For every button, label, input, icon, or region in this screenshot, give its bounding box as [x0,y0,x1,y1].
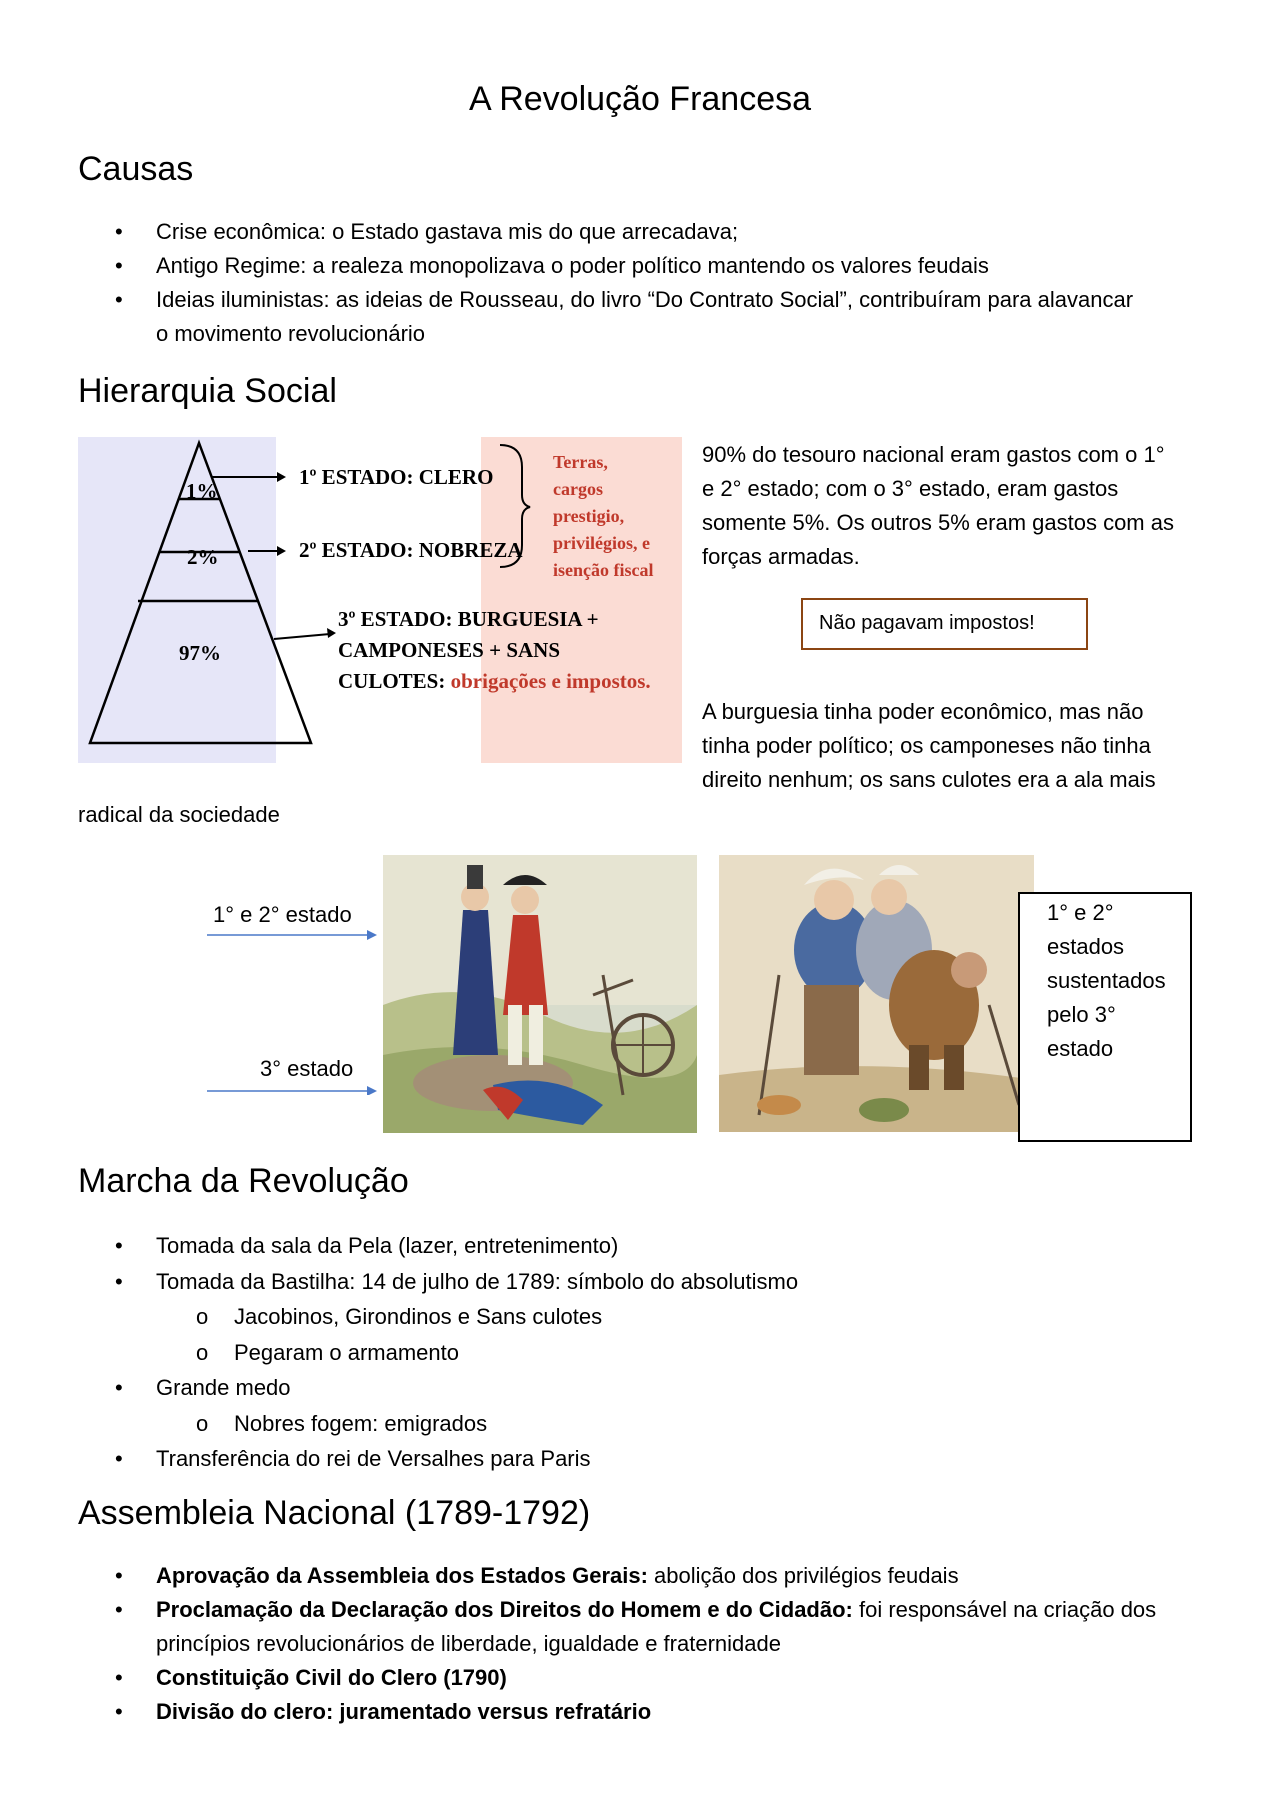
list-item: • Proclamação da Declaração dos Direitos do Homem e do Cidadão: foi responsável na criação dos princípios revolucionários de liberdade, igualdade e fraternidade [78,1593,1228,1661]
caricature-image-1 [383,855,697,1133]
label-arrows [205,925,385,1095]
caricature-image-2 [719,855,1034,1132]
sustentados-box: 1° e 2° estados sustentados pelo 3° estado [1018,892,1192,1142]
label-nobreza: 2º ESTADO: NOBREZA [299,538,523,562]
list-item-continuation: o movimento revolucionário [156,321,426,346]
pct-nobreza: 2% [187,545,219,569]
assembleia-heading: Assembleia Nacional (1789-1792) [78,1494,591,1532]
label-terceiro-estado: 3° estado [260,1056,354,1081]
page-title: A Revolução Francesa [468,80,812,118]
burguesia-paragraph-end: radical da sociedade [78,802,280,827]
social-pyramid-diagram [78,437,682,763]
sub-list-item: o Pegaram o armamento [78,1335,1228,1371]
list-item: • Grande medo [78,1370,1228,1406]
list-item: • Tomada da Bastilha: 14 de julho de 1789: símbolo do absolutismo [78,1264,1228,1300]
list-item: • Crise econômica: o Estado gastava mis do que arrecadava; [78,215,1228,249]
tesouro-paragraph: 90% do tesouro nacional eram gastos com o 1° e 2° estado; com o 3° estado, eram gastos somente 5%. Os outros 5% eram gastos com as forças armadas. [702,442,1174,569]
causas-heading: Causas [78,150,194,188]
list-item: • Aprovação da Assembleia dos Estados Gerais: abolição dos privilégios feudais [78,1559,1228,1593]
hierarquia-heading: Hierarquia Social [78,372,337,410]
arrow-terceiro [274,634,330,639]
pct-clero: 1% [186,479,218,503]
pct-terceiro: 97% [179,641,221,665]
causas-list [78,215,1228,351]
burguesia-paragraph: A burguesia tinha poder econômico, mas não tinha poder político; os camponeses não tinha direito nenhum; os sans culotes era a ala mais [702,699,1156,792]
list-item: • Ideias iluministas: as ideias de Rousseau, do livro “Do Contrato Social”, contribuíram para alavancar [78,283,1228,317]
marcha-heading: Marcha da Revolução [78,1162,409,1200]
assembleia-list [78,1559,1228,1729]
label-terceiro: 3º ESTADO: BURGUESIA + CAMPONESES + SANS CULOTES: obrigações e impostos. [338,607,651,693]
label-clero: 1º ESTADO: CLERO [299,465,494,489]
sub-list-item: o Jacobinos, Girondinos e Sans culotes [78,1299,1228,1335]
list-item: • Tomada da sala da Pela (lazer, entretenimento) [78,1228,1228,1264]
list-item: • Constituição Civil do Clero (1790) [78,1661,1228,1695]
label-primeiro-segundo: 1° e 2° estado [213,902,352,927]
list-item: • Antigo Regime: a realeza monopolizava o poder político mantendo os valores feudais [78,249,1228,283]
marcha-list [78,1228,1228,1477]
list-item: • Transferência do rei de Versalhes para Paris [78,1441,1228,1477]
list-item: • Divisão do clero: juramentado versus refratário [78,1695,1228,1729]
sub-list-item: o Nobres fogem: emigrados [78,1406,1228,1442]
impostos-box: Não pagavam impostos! [801,598,1088,650]
privileges-list: Terras, cargos prestigio, privilégios, e isenção fiscal [553,452,654,580]
